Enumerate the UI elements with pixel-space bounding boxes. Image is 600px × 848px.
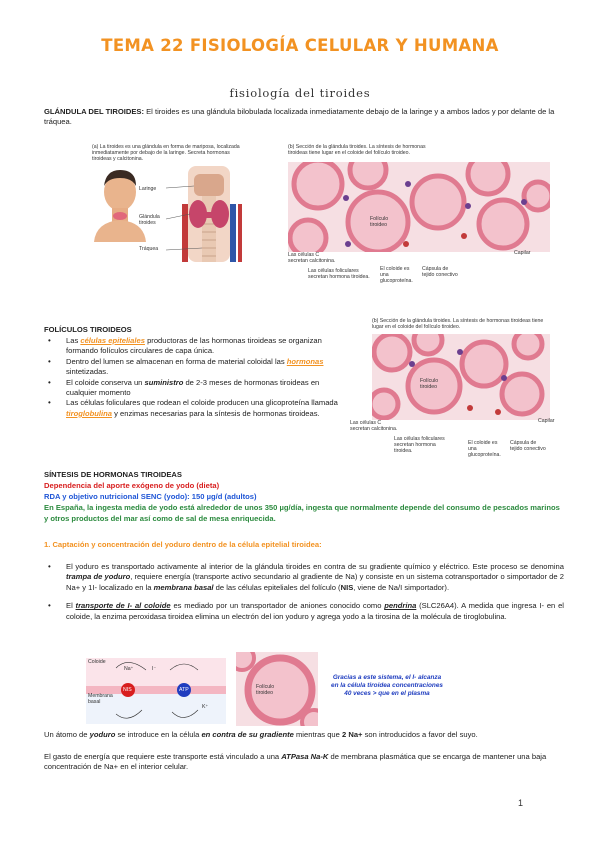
gland-heading: GLÁNDULA DEL TIROIDES: xyxy=(44,107,144,116)
figure-b-caption: (b) Sección de la glándula tiroides. La síntesis de hormonas tiroideas tiene lugar en el coloide del folículo tiroideo. xyxy=(288,144,426,156)
label-c-cells-middle: Las células C secretan calcitonina. xyxy=(350,420,398,432)
step1-heading: 1. Captación y concentración del yoduro dentro de la célula epitelial tiroidea: xyxy=(44,540,322,549)
hormones-link[interactable]: hormonas xyxy=(286,356,324,366)
rda-line: RDA y objetivo nutricional SENC (yodo): 150 µg/d (adultos) xyxy=(44,492,257,501)
label-follicular-cells-middle: Las células foliculares secretan hormona tiroidea. xyxy=(394,436,445,454)
label-c-cells-top: Las células C secretan calcitonina. xyxy=(288,252,336,264)
figure-thyroid-anatomy xyxy=(92,144,282,264)
list-item: • Las células foliculares que rodean el coloide producen una glicoproteína llamada tiroglobulina y enzimas necesarias para la síntesis de hormonas tiroideas. xyxy=(44,398,344,419)
figure-a-caption: (a) La tiroides es una glándula en forma de mariposa, localizada inmediatamente por debajo de la laringe. Secreta hormonas tiroideas y calcitonina. xyxy=(92,144,240,162)
label-follicle-closeup: Folículo tiroideo xyxy=(256,684,275,696)
label-thyroid-gland: Glándula tiroides xyxy=(139,214,160,226)
iodide-concentration-note: Gracias a este sistema, el I- alcanza en la célula tiroidea concentraciones 40 veces > que en el plasma xyxy=(331,674,443,697)
thyroid-anatomy-illustration xyxy=(92,164,282,264)
synthesis-heading: SÍNTESIS DE HORMONAS TIROIDEAS xyxy=(44,470,182,479)
thyroglobulin-link[interactable]: tiroglobulina xyxy=(66,408,112,418)
label-follicle-top: Folículo tiroideo xyxy=(370,216,389,228)
bottom-paragraph-2: El gasto de energía que requiere este transporte está vinculado a una ATPasa Na-K de membrana plasmática que se encarga de mantener una baja concentración de Na+ en el interior celular. xyxy=(44,752,547,772)
figure-follicle-section-middle xyxy=(350,318,555,466)
page-number: 1 xyxy=(518,798,524,808)
label-basal-membrane: Membrana basal xyxy=(88,693,113,705)
figure-c-caption: (b) Sección de la glándula tiroides. La síntesis de hormonas tiroideas tiene lugar en el coloide del folículo tiroideo. xyxy=(372,318,544,330)
label-na: Na⁺ xyxy=(124,666,134,672)
list-item: • Dentro del lumen se almacenan en forma de material coloidal las hormonas sintetizadas. xyxy=(44,357,344,378)
epithelial-cells-link[interactable]: células epiteliales xyxy=(80,336,145,345)
list-item: • El coloide conserva un suministro de 2-3 meses de hormonas tiroideas en cualquier momento xyxy=(44,378,344,399)
synthesis-list xyxy=(44,562,564,622)
follicle-section-illustration-2 xyxy=(372,334,550,420)
label-colloid-top: El coloide es una glucoproteína. xyxy=(380,266,413,284)
label-larynx: Laringe xyxy=(139,186,157,192)
gland-text: El tiroides es una glándula bilobulada localizada inmediatamente debajo de la laringe y a ambos lados y por delante de la tráquea. xyxy=(44,107,555,127)
list-item: • El yoduro es transportado activamente al interior de la glándula tiroides en contra de su gradiente químico y eléctrico. Este proceso se denomina trampa de yoduro, requiere energía (transporte activo secundario al gradiente de Na) y consiste en un sistema cotransportador o simportador de 2 Na+ y 1I- localizado en la membrana basal de las células epiteliales del folículo (NIS, viene de Na/I simportador). xyxy=(44,562,564,593)
list-item: • Las células epiteliales productoras de las hormonas tiroideas se organizan formando folículos circulares de capa única. xyxy=(44,336,344,357)
dietary-iodine-line: Dependencia del aporte exógeno de yodo (dieta) xyxy=(44,481,220,490)
label-capillary-middle: Capilar xyxy=(538,418,555,424)
label-capillary-top: Capilar xyxy=(514,250,531,256)
list-item: • El transporte de I- al coloide es mediado por un transportador de aniones conocido como pendrina (SLC26A4). A medida que ingresa I- en el coloide, la enzima peroxidasa tiroidea elimina un electrón del ion yoduro y agrega yodo a la tirosina de la molécula de tiroglobulina. xyxy=(44,601,564,622)
follicles-list xyxy=(44,336,344,419)
page-title: TEMA 22 FISIOLOGÍA CELULAR Y HUMANA xyxy=(101,36,499,55)
label-colloid-middle: El coloide es una glucoproteína. xyxy=(468,440,501,458)
figure-follicle-section-top xyxy=(288,144,550,294)
label-atp: ATP xyxy=(179,687,189,693)
spain-intake-paragraph: En España, la ingesta media de yodo está alrededor de unos 350 µg/día, ingesta que normalmente depende del consumo de pescados marinos y otros productos del mar así como de sal de mesa enriquecida. xyxy=(44,503,560,523)
bottom-paragraph-1: Un átomo de yoduro se introduce en la célula en contra de su gradiente mientras que 2 Na+ son introducidos a favor del suyo. xyxy=(44,730,478,739)
label-nis: NIS xyxy=(123,687,132,693)
follicle-section-illustration xyxy=(288,162,550,252)
label-follicle-middle: Folículo tiroideo xyxy=(420,378,439,390)
follicles-heading: FOLÍCULOS TIROIDEOS xyxy=(44,325,132,334)
label-follicular-cells-top: Las células foliculares secretan hormona tiroidea. xyxy=(308,268,370,280)
section-subtitle: fisiología del tiroides xyxy=(229,86,371,100)
label-trachea: Tráquea xyxy=(139,246,159,252)
label-iodide: I⁻ xyxy=(152,666,157,672)
label-capsule-middle: Cápsula de tejido conectivo xyxy=(510,440,546,452)
label-capsule-top: Cápsula de tejido conectivo xyxy=(422,266,458,278)
label-colloid-diagram: Coloide xyxy=(88,659,106,665)
gland-paragraph xyxy=(44,107,564,128)
label-k: K⁺ xyxy=(202,704,209,710)
